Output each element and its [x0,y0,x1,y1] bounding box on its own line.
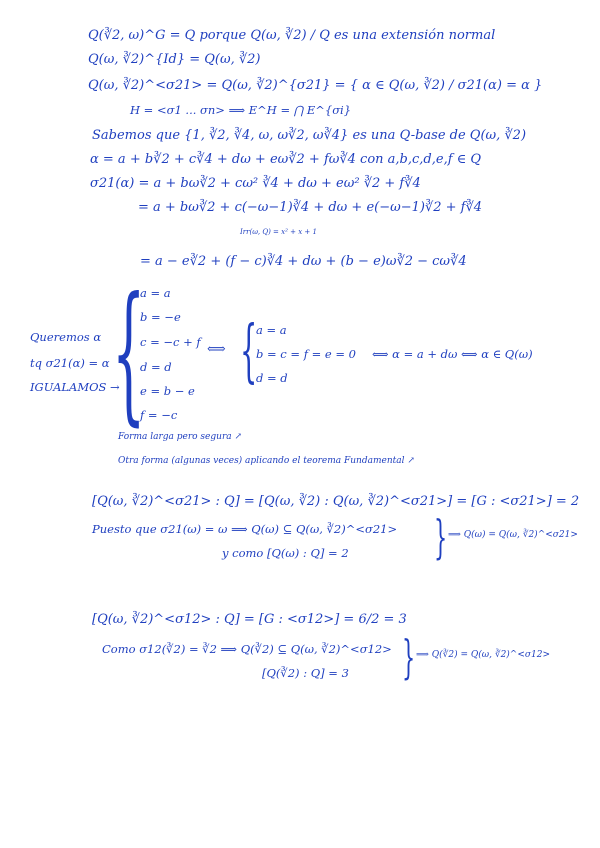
right-brace-system: { [240,312,258,391]
system-eq-d: d = d [140,360,172,374]
line-alpha-general: α = a + b∛2 + c∛4 + dω + eω∛2 + fω∛4 con a,b,c,d,e,f ∈ Q [90,152,482,167]
conclusion-q-cuberoot2: ⟹ Q(∛2) = Q(ω, ∛2)^<σ12> [416,650,551,660]
since-sigma12-cuberoot: Como σ12(∛2) = ∛2 ⟹ Q(∛2) ⊆ Q(ω, ∛2)^<σ12> [102,642,392,656]
line-sigma21-alpha: σ21(α) = a + bω∛2 + cω² ∛4 + dω + eω² ∛2 + f∛4 [90,176,421,191]
line-sigma21-simplified: = a − e∛2 + (f − c)∛4 + dω + (b − e)ω∛2 − cω∛4 [140,254,467,269]
line-sigma21-expanded: = a + bω∛2 + c(−ω−1)∛4 + dω + e(−ω−1)∛2 + f∛4 [138,200,483,215]
line-galois-g-fixed: Q(∛2, ω)^G = Q porque Q(ω, ∛2) / Q es una extensión normal [88,28,496,43]
note-long-way: Forma larga pero segura ↗ [118,432,243,442]
system-eq-f: f = −c [140,408,178,422]
tq-label: tq σ21(α) = α [30,356,110,370]
alpha-in-q-omega: ⟺ α = a + dω ⟺ α ∈ Q(ω) [372,347,533,361]
system-eq-e: e = b − e [140,384,195,398]
result-eq-a: a = a [256,323,287,337]
conclusion-q-omega: ⟹ Q(ω) = Q(ω, ∛2)^<σ21> [448,530,578,540]
note-fundamental-theorem: Otra forma (algunas veces) aplicando el teorema Fundamental ↗ [118,456,415,466]
brace-sigma12-conclusion: } [402,630,416,684]
line-irr-omega-note: Irr(ω, Q) = x² + x + 1 [240,228,317,236]
line-identity-fixed: Q(ω, ∛2)^{Id} = Q(ω, ∛2) [88,52,261,67]
degree-sigma21-fixed: [Q(ω, ∛2)^<σ21> : Q] = [Q(ω, ∛2) : Q(ω, ∛2)^<σ21>] = [G : <σ21>] = 2 [92,494,580,509]
result-eq-d: d = d [256,371,288,385]
result-eq-zeros: b = c = f = e = 0 [256,347,356,361]
igualamos-label: IGUALAMOS → [30,380,120,394]
degree-q-omega: y como [Q(ω) : Q] = 2 [222,546,349,560]
since-sigma21-omega: Puesto que σ21(ω) = ω ⟹ Q(ω) ⊆ Q(ω, ∛2)^<σ21> [92,522,398,536]
queremos-label: Queremos α [30,330,102,344]
degree-sigma12-fixed: [Q(ω, ∛2)^<σ12> : Q] = [G : <σ12>] = 6/2 = 3 [92,612,407,627]
iff-arrow-1: ⟺ [207,342,226,357]
brace-sigma21-conclusion: } [434,510,448,564]
degree-q-cuberoot2: [Q(∛2) : Q] = 3 [262,666,349,680]
left-brace-system: { [112,266,146,440]
line-q-basis: Sabemos que {1, ∛2, ∛4, ω, ω∛2, ω∛4} es una Q-base de Q(ω, ∛2) [92,128,527,143]
system-eq-b: b = −e [140,310,181,324]
line-sigma21-fixed-def: Q(ω, ∛2)^<σ21> = Q(ω, ∛2)^{σ21} = { α ∈ Q(ω, ∛2) / σ21(α) = α } [88,78,543,93]
system-eq-a: a = a [140,286,171,300]
line-subgroup-fixed: H = <σ1 ... σn> ⟹ E^H = ⋂ E^{σi} [130,103,352,117]
system-eq-c: c = −c + f [140,335,201,349]
